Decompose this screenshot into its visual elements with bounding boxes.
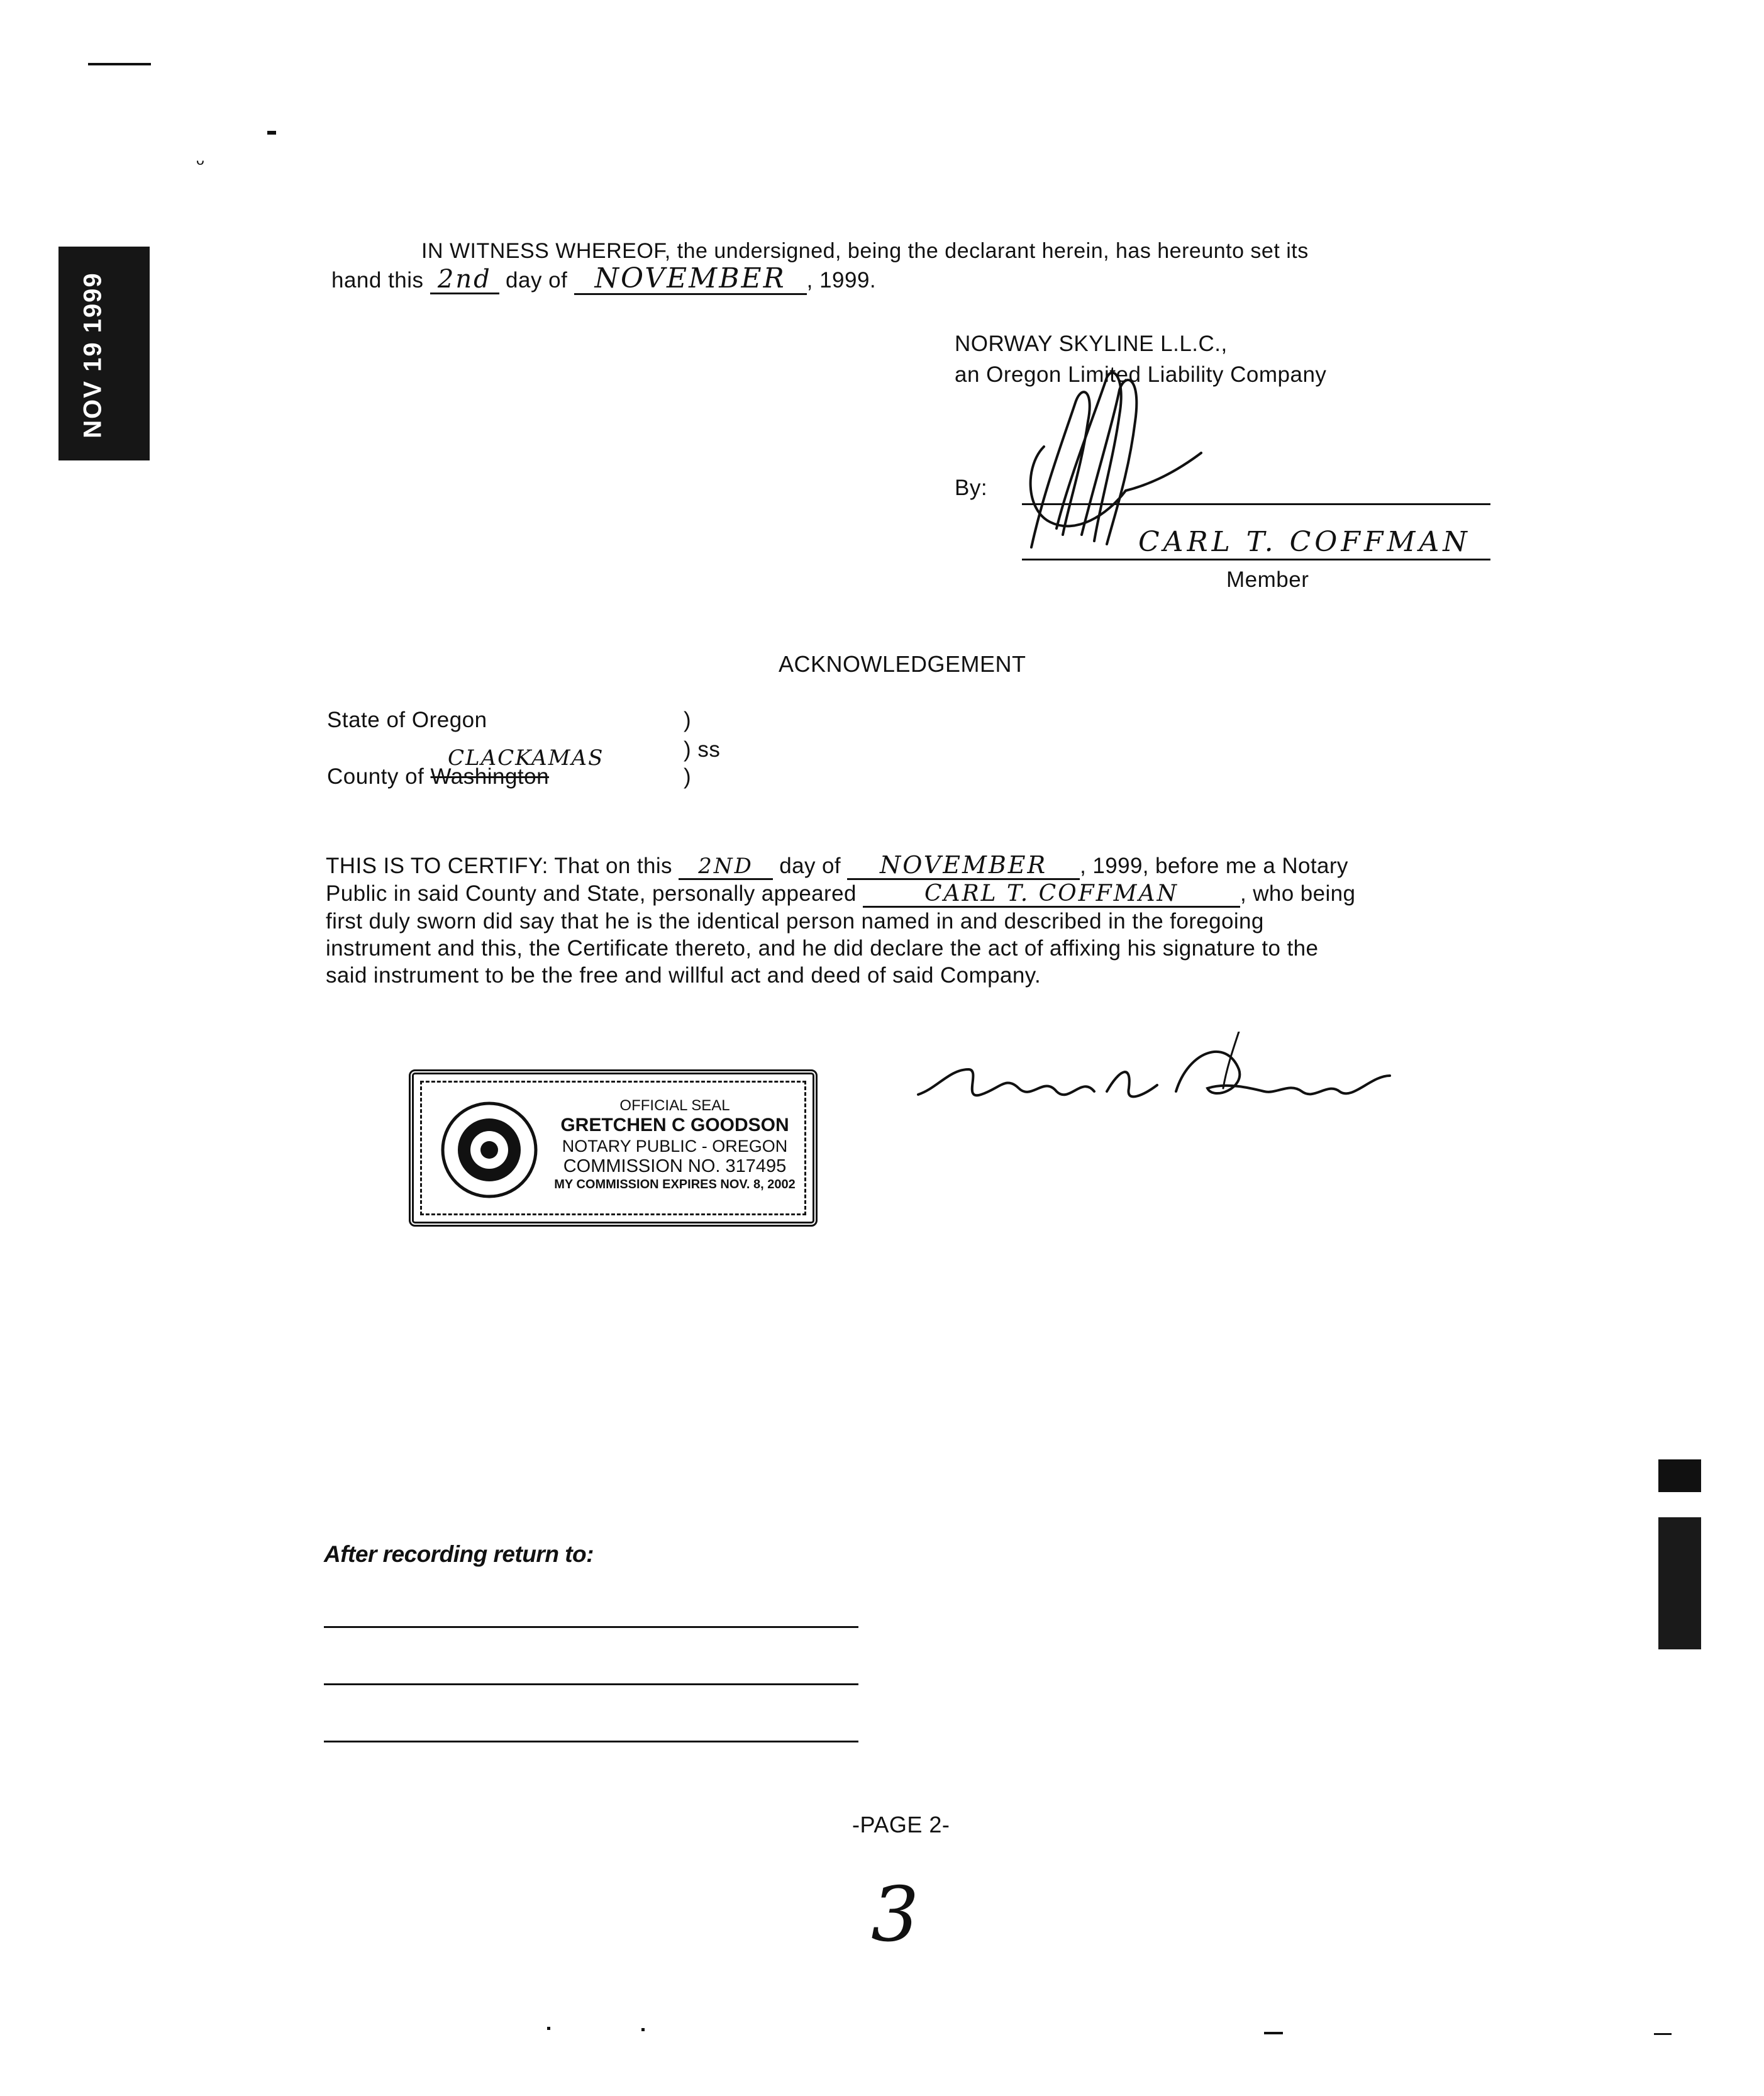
witness-line-2 bbox=[331, 264, 876, 295]
certify-line-1 bbox=[326, 852, 1489, 880]
witness-month-field: NOVEMBER bbox=[574, 264, 807, 295]
seal-line-2: GRETCHEN C GOODSON bbox=[560, 1115, 789, 1135]
scan-mark bbox=[267, 131, 276, 135]
margin-recording-stamp bbox=[58, 247, 150, 460]
certify-month-field: NOVEMBER bbox=[847, 853, 1080, 880]
return-address-line-3 bbox=[324, 1741, 858, 1742]
scan-mark: ᵕ bbox=[196, 151, 204, 175]
member-signature bbox=[1006, 365, 1270, 554]
seal-line-4: COMMISSION NO. 317495 bbox=[563, 1156, 787, 1176]
return-address-line-2 bbox=[324, 1683, 858, 1685]
seal-line-5: MY COMMISSION EXPIRES NOV. 8, 2002 bbox=[554, 1178, 796, 1191]
witness-line-1: IN WITNESS WHEREOF, the undersigned, being the declarant herein, has hereunto set its bbox=[421, 239, 1309, 263]
margin-stamp-text: NOV 19 1999 bbox=[79, 272, 107, 438]
return-address-line-1 bbox=[324, 1626, 858, 1628]
company-description: an Oregon Limited Liability Company bbox=[955, 362, 1327, 387]
return-label: After recording return to: bbox=[324, 1541, 594, 1567]
hand-this-label: hand this bbox=[331, 268, 424, 293]
by-label: By: bbox=[955, 476, 988, 500]
signer-name-line bbox=[1022, 559, 1490, 560]
witness-year: , 1999. bbox=[806, 268, 877, 293]
seal-line-3: NOTARY PUBLIC - OREGON bbox=[562, 1137, 788, 1156]
signer-title: Member bbox=[1226, 567, 1309, 592]
certify-line-2-prefix: Public in said County and State, personally appeared bbox=[326, 881, 857, 906]
certify-line-3: first duly sworn did say that he is the identical person named in and described in the foregoing bbox=[326, 908, 1264, 934]
paren-top: ) bbox=[684, 708, 692, 732]
company-name: NORWAY SKYLINE L.L.C., bbox=[955, 332, 1228, 356]
margin-block bbox=[1658, 1517, 1701, 1649]
certify-line-2 bbox=[326, 880, 1489, 908]
notary-signature bbox=[912, 1032, 1415, 1120]
certify-year-tail: , 1999, before me a Notary bbox=[1080, 854, 1348, 878]
certify-line-4: instrument and this, the Certificate thereto, and he did declare the act of affixing his signature to the bbox=[326, 935, 1319, 961]
scan-mark bbox=[1264, 2032, 1283, 2034]
scan-mark bbox=[1654, 2033, 1672, 2035]
certify-line-5: said instrument to be the free and willful act and deed of said Company. bbox=[326, 962, 1041, 988]
certify-day-field: 2ND bbox=[679, 856, 773, 880]
paren-bottom: ) bbox=[684, 764, 692, 789]
margin-block bbox=[1658, 1459, 1701, 1492]
certify-line-2-suffix: , who being bbox=[1240, 881, 1356, 906]
day-of-label: day of bbox=[506, 268, 568, 293]
acknowledgement-heading: ACKNOWLEDGEMENT bbox=[779, 651, 1026, 677]
seal-line-1: OFFICIAL SEAL bbox=[619, 1097, 730, 1114]
seal-text bbox=[546, 1097, 804, 1193]
scan-mark bbox=[88, 63, 151, 65]
county-struck: Washington bbox=[430, 764, 550, 789]
state-seal-emblem bbox=[439, 1100, 540, 1200]
page-label: -PAGE 2- bbox=[852, 1812, 950, 1837]
certify-paragraph bbox=[326, 852, 1489, 989]
scan-mark bbox=[641, 2028, 645, 2031]
appeared-name-field: CARL T. COFFMAN bbox=[863, 882, 1240, 908]
county-written: CLACKAMAS bbox=[448, 745, 604, 771]
certify-day-of: day of bbox=[779, 854, 841, 878]
signer-printed-name: CARL T. COFFMAN bbox=[1138, 526, 1471, 558]
handwritten-page-number: 3 bbox=[871, 1871, 921, 1959]
paren-ss: ) ss bbox=[684, 737, 721, 762]
witness-day-field: 2nd bbox=[430, 266, 499, 294]
county-prefix: County of bbox=[327, 764, 424, 789]
county-line bbox=[327, 764, 549, 789]
state-line: State of Oregon bbox=[327, 708, 487, 732]
scan-mark bbox=[547, 2027, 550, 2030]
certify-prefix: THIS IS TO CERTIFY: That on this bbox=[326, 854, 672, 878]
notary-seal bbox=[409, 1069, 818, 1227]
